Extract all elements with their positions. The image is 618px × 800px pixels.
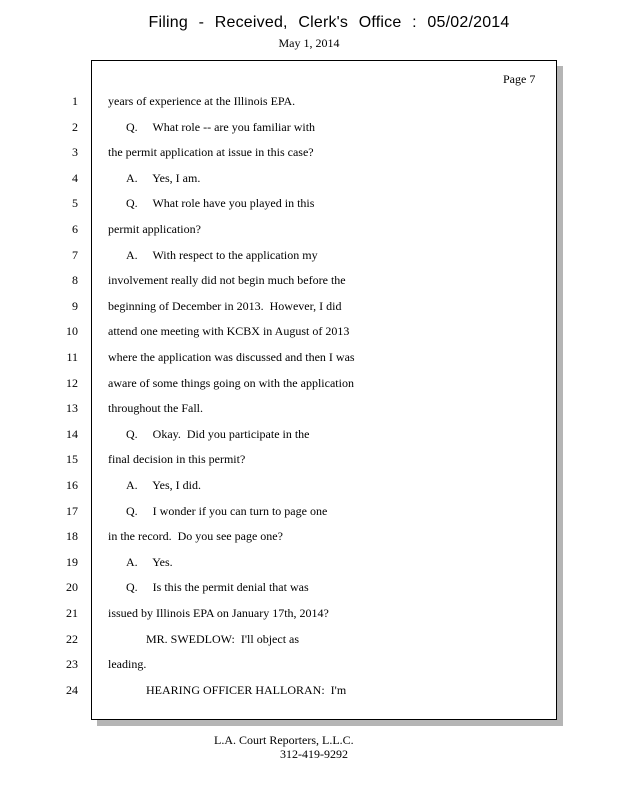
line-number: 17	[66, 504, 78, 518]
line-number: 6	[72, 222, 78, 236]
transcript-line: the permit application at issue in this case?	[108, 145, 314, 159]
transcript-line: involvement really did not begin much before the	[108, 273, 346, 287]
transcript-line: A. Yes.	[126, 555, 173, 569]
transcript-line: where the application was discussed and then I was	[108, 350, 355, 364]
transcript-line: attend one meeting with KCBX in August of 2013	[108, 324, 350, 338]
line-number: 16	[66, 478, 78, 492]
line-number: 7	[72, 248, 78, 262]
transcript-line: aware of some things going on with the application	[108, 376, 354, 390]
transcript-line: HEARING OFFICER HALLORAN: I'm	[146, 683, 347, 697]
line-number: 11	[66, 350, 78, 364]
line-number: 13	[66, 401, 78, 415]
transcript-line: Q. Is this the permit denial that was	[126, 580, 309, 594]
line-number: 21	[66, 606, 78, 620]
court-reporter-name: L.A. Court Reporters, L.L.C.	[214, 733, 354, 747]
transcript-line: permit application?	[108, 222, 201, 236]
transcript-line: leading.	[108, 657, 147, 671]
page-number: Page 7	[503, 72, 536, 86]
line-number: 14	[66, 427, 78, 441]
line-number: 23	[66, 657, 78, 671]
transcript-line: final decision in this permit?	[108, 452, 246, 466]
line-number: 3	[72, 145, 78, 159]
hearing-date: May 1, 2014	[278, 36, 340, 50]
filing-stamp: Filing - Received, Clerk's Office : 05/02/2014	[148, 14, 510, 31]
transcript-line: Q. What role -- are you familiar with	[126, 120, 316, 134]
line-number: 19	[66, 555, 78, 569]
line-number: 9	[72, 299, 78, 313]
transcript-line: years of experience at the Illinois EPA.	[108, 94, 296, 108]
line-number: 22	[66, 632, 78, 646]
line-number: 5	[72, 196, 78, 210]
transcript-line: in the record. Do you see page one?	[108, 529, 283, 543]
line-number: 2	[72, 120, 78, 134]
court-reporter-phone: 312-419-9292	[280, 747, 348, 761]
transcript-line: Q. Okay. Did you participate in the	[126, 427, 310, 441]
line-number: 1	[72, 94, 78, 108]
line-number: 24	[66, 683, 78, 697]
transcript-line: beginning of December in 2013. However, I did	[108, 299, 342, 313]
transcript-line: Q. I wonder if you can turn to page one	[126, 504, 328, 518]
line-number: 4	[72, 171, 78, 185]
transcript-line: MR. SWEDLOW: I'll object as	[146, 632, 300, 646]
line-number: 20	[66, 580, 78, 594]
transcript-line: Q. What role have you played in this	[126, 196, 315, 210]
transcript-line: A. Yes, I am.	[126, 171, 201, 185]
transcript-line: A. Yes, I did.	[126, 478, 202, 492]
transcript-line: throughout the Fall.	[108, 401, 203, 415]
transcript-line: issued by Illinois EPA on January 17th, 2014?	[108, 606, 329, 620]
line-number: 18	[66, 529, 78, 543]
line-number: 10	[66, 324, 78, 338]
transcript-line: A. With respect to the application my	[126, 248, 318, 262]
line-number: 15	[66, 452, 78, 466]
line-number: 8	[72, 273, 78, 287]
line-number: 12	[66, 376, 78, 390]
